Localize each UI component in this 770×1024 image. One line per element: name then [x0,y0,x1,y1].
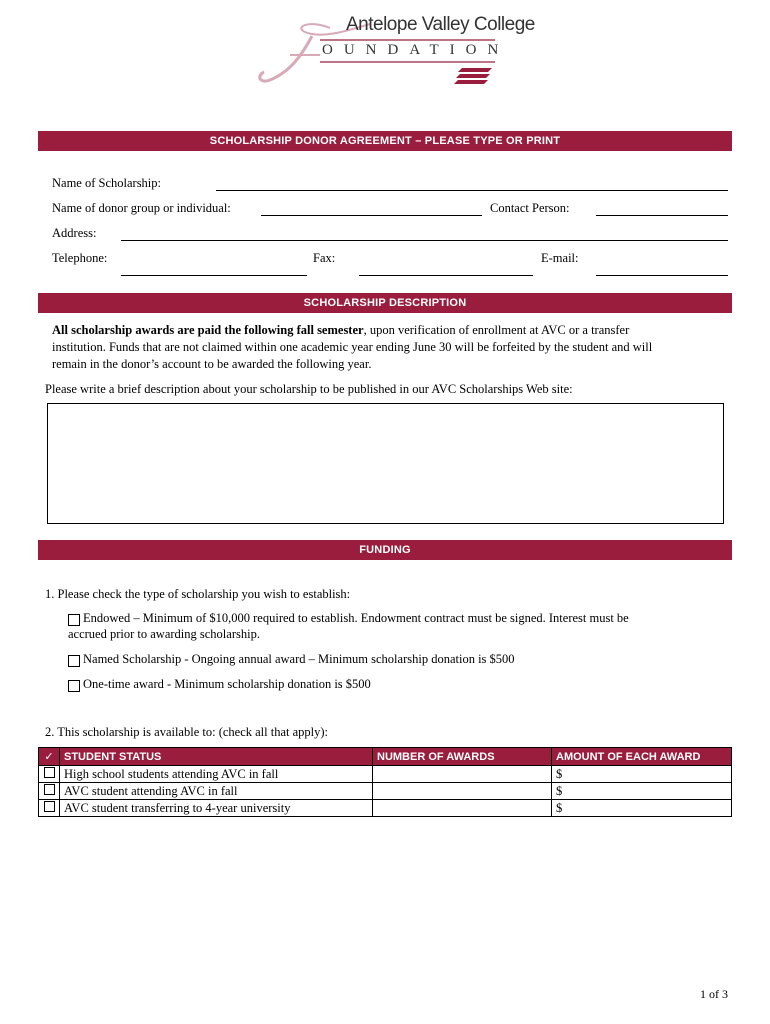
contact-label: Contact Person: [490,201,570,215]
amount-cell[interactable]: $ [552,800,732,817]
scholarship-name-field[interactable] [216,190,728,191]
table-row [39,783,732,800]
email-field[interactable] [596,275,728,276]
description-header: SCHOLARSHIP DESCRIPTION [38,293,732,313]
number-cell[interactable] [373,800,552,817]
funding-header: FUNDING [38,540,732,560]
donor-field[interactable] [261,215,482,216]
status-cell: High school students attending AVC in fall [60,766,373,783]
amount-cell[interactable]: $ [552,783,732,800]
address-label: Address: [52,226,97,240]
telephone-field[interactable] [121,275,307,276]
number-cell[interactable] [373,783,552,800]
table-row [39,766,732,783]
student-status-table [38,747,732,817]
status-column-header: STUDENT STATUS [60,748,373,766]
fax-label: Fax: [313,251,336,265]
question-1: 1. Please check the type of scholarship you wish to establish: [45,587,351,601]
status-cell: AVC student attending AVC in fall [60,783,373,800]
description-prompt: Please write a brief description about your scholarship to be published in our AVC Scholarships Web site: [45,382,573,396]
row-checkbox[interactable] [44,767,55,778]
amount-cell[interactable]: $ [552,766,732,783]
college-name: Antelope Valley College [346,14,535,35]
description-bold-lead: All scholarship awards are paid the following fall semester [52,323,364,337]
description-line-2: institution. Funds that are not claimed within one academic year ending June 30 will be forfeited by the student and will [52,340,653,354]
arrow-emblem [454,68,492,84]
endowed-option-text: Endowed – Minimum of $10,000 required to establish. Endowment contract must be signed. Interest must be [83,611,629,625]
description-line-1-rest: , upon verification of enrollment at AVC or a transfer [363,323,630,337]
check-column-header: ✓ [39,748,60,766]
foundation-word: OUNDATION [322,42,510,58]
table-header-row [39,748,732,766]
agreement-header: SCHOLARSHIP DONOR AGREEMENT – PLEASE TYPE OR PRINT [38,131,732,151]
row-checkbox[interactable] [44,784,55,795]
table-row [39,800,732,817]
status-cell: AVC student transferring to 4-year university [60,800,373,817]
number-column-header: NUMBER OF AWARDS [373,748,552,766]
endowed-checkbox[interactable] [68,614,80,626]
endowed-option-text-2: accrued prior to awarding scholarship. [68,627,260,641]
address-field[interactable] [121,240,728,241]
page-number: 1 of 3 [700,987,728,1001]
description-textbox[interactable] [47,403,724,524]
question-2: 2. This scholarship is available to: (check all that apply): [45,725,329,739]
contact-field[interactable] [596,215,728,216]
named-option-text: Named Scholarship - Ongoing annual award – Minimum scholarship donation is $500 [83,652,515,666]
donor-label: Name of donor group or individual: [52,201,231,215]
amount-column-header: AMOUNT OF EACH AWARD [552,748,732,766]
fax-field[interactable] [359,275,533,276]
onetime-option-text: One-time award - Minimum scholarship donation is $500 [83,677,371,691]
description-line-1 [52,323,629,338]
row-checkbox[interactable] [44,801,55,812]
email-label: E-mail: [541,251,579,265]
description-line-3: remain in the donor’s account to be awarded the following year. [52,357,372,371]
named-checkbox[interactable] [68,655,80,667]
telephone-label: Telephone: [52,251,108,265]
scholarship-name-label: Name of Scholarship: [52,176,162,190]
number-cell[interactable] [373,766,552,783]
onetime-checkbox[interactable] [68,680,80,692]
